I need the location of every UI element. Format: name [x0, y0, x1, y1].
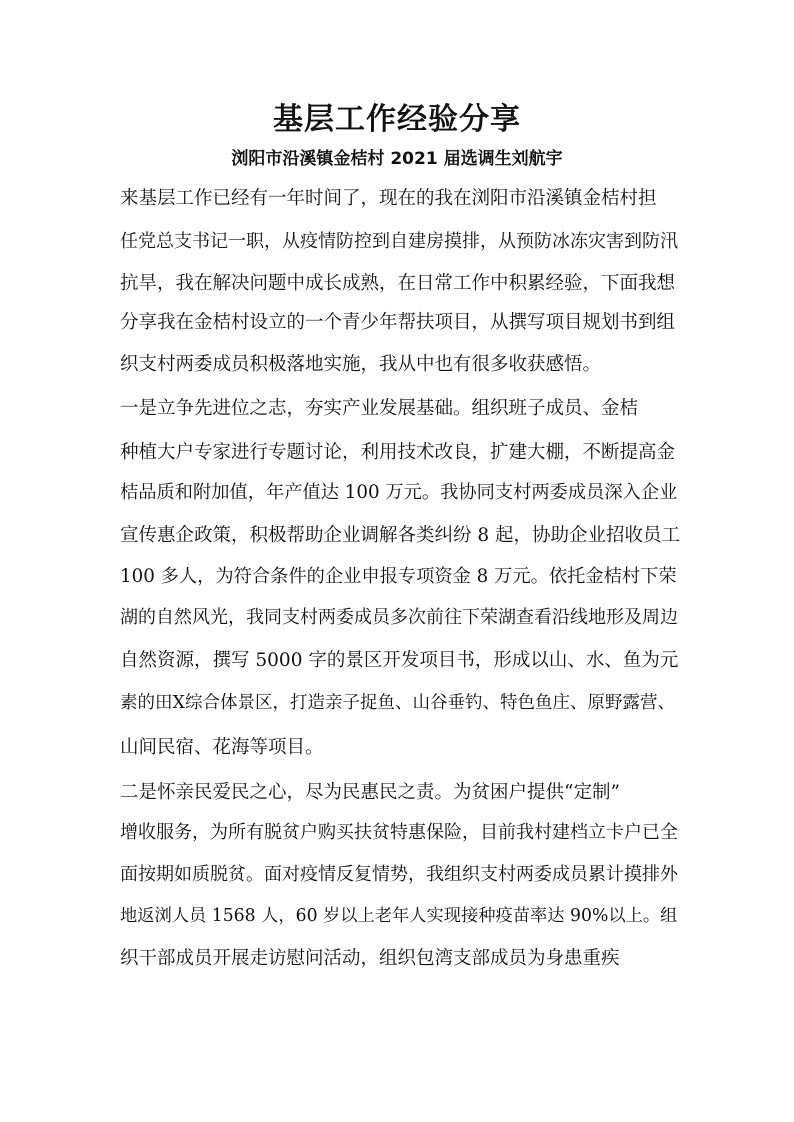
document-subtitle: 浏阳市沿溪镇金桔村 2021 届选调生刘航宇 — [231, 149, 563, 169]
paragraph-2-line-4: 宣传惠企政策，积极帮助企业调解各类纠纷 8 起，协助企业招收员工 — [120, 525, 680, 546]
paragraph-3-line-5: 织干部成员开展走访慰问活动，组织包湾支部成员为身患重疾 — [120, 948, 620, 969]
paragraph-2-line-2: 种植大户专家进行专题讨论，利用技术改良，扩建大棚，不断提高金 — [120, 442, 676, 463]
paragraph-2-line-9: 山间民宿、花海等项目。 — [120, 737, 324, 758]
paragraph-2-line-8: 素的田X综合体景区，打造亲子捉鱼、山谷垂钓、特色鱼庄、原野露营、 — [120, 693, 675, 713]
paragraph-2-line-7: 自然资源，撰写 5000 字的景区开发项目书，形成以山、水、鱼为元 — [120, 650, 679, 671]
paragraph-3-line-4: 地返浏人员 1568 人，60 岁以上老年人实现接种疫苗率达 90%以上。组 — [120, 906, 678, 926]
paragraph-1-line-5: 织支村两委成员积极落地实施，我从中也有很多收获感悟。 — [120, 354, 602, 375]
paragraph-1-line-4: 分享我在金桔村设立的一个青少年帮扶项目，从撰写项目规划书到组 — [120, 312, 676, 333]
paragraph-1-line-2: 任党总支书记一职，从疫情防控到自建房摸排，从预防冰冻灾害到防汛 — [120, 231, 678, 252]
paragraph-3-line-2: 增收服务，为所有脱贫户购买扶贫特惠保险，目前我村建档立卡户已全 — [120, 822, 678, 843]
paragraph-1-line-3: 抗旱，我在解决问题中成长成熟，在日常工作中积累经验，下面我想 — [120, 273, 676, 294]
paragraph-3-line-3: 面按期如质脱贫。面对疫情反复情势，我组织支村两委成员累计摸排外 — [120, 864, 678, 885]
paragraph-2-line-6: 湖的自然风光，我同支村两委成员多次前往下荣湖查看沿线地形及周边 — [120, 607, 678, 628]
paragraph-2-line-1: 一是立争先进位之志，夯实产业发展基础。组织班子成员、金桔 — [120, 398, 639, 419]
paragraph-2-line-3: 桔品质和附加值，年产值达 100 万元。我协同支村两委成员深入企业 — [120, 482, 678, 503]
paragraph-1-line-1: 来基层工作已经有一年时间了，现在的我在浏阳市沿溪镇金桔村担 — [120, 188, 657, 209]
paragraph-2-line-5: 100 多人，为符合条件的企业申报专项资金 8 万元。依托金桔村下荣 — [120, 566, 677, 587]
document-title: 基层工作经验分享 — [273, 102, 521, 137]
paragraph-3-line-1: 二是怀亲民爱民之心，尽为民惠民之责。为贫困户提供“定制” — [120, 782, 620, 803]
